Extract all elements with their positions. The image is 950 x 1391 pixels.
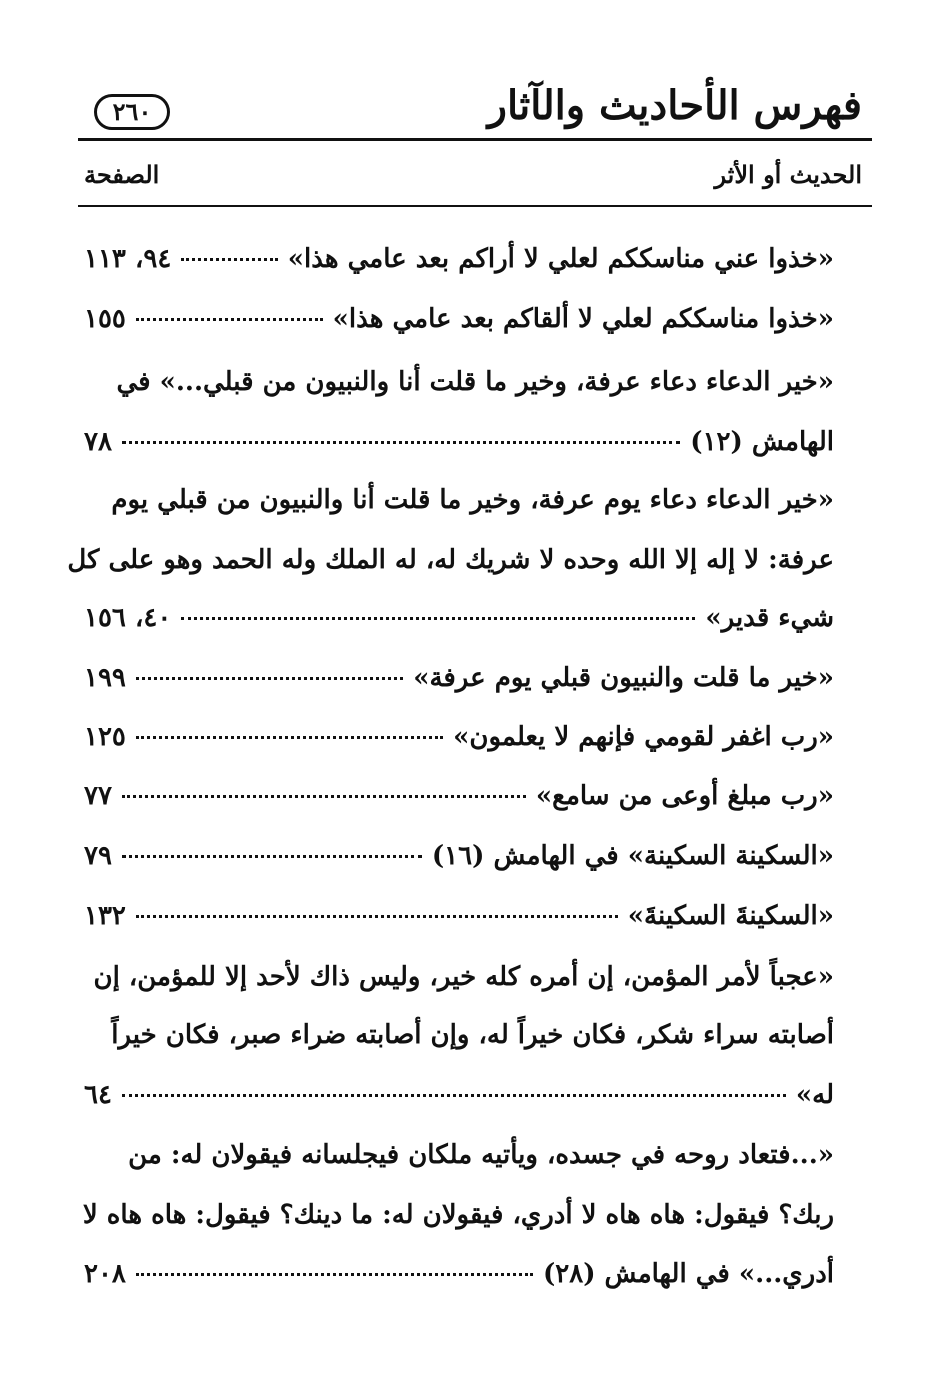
entry-pages: ٧٩ [84,841,112,871]
entry-text: «خير ما قلت والنبيون قبلي يوم عرفة» [413,663,834,693]
entry-text: «السكينة السكينة» في الهامش (١٦) [431,841,834,871]
entry-pages: ١٣٢ [84,901,126,931]
entry-text-line: «خير الدعاء دعاء عرفة، وخير ما قلت أنا والنبيون من قبلي...» في [116,367,834,397]
index-entry [84,894,834,938]
leader-dots [136,677,403,680]
column-headers [78,160,872,194]
entry-pages: ١٢٥ [84,722,126,752]
entry-pages: ٦٤ [84,1080,112,1110]
leader-dots [122,795,526,798]
page-number-badge: ٢٦٠ [94,94,170,130]
entry-text: الهامش (١٢) [690,427,834,457]
running-header [78,78,872,138]
leader-dots [136,915,618,918]
column-header-hadith: الحديث أو الأثر [714,160,862,189]
entry-pages: ١٩٩ [84,663,126,693]
entry-text: له» [795,1080,834,1110]
index-entry [84,420,834,464]
entry-pages: ٧٧ [84,781,112,811]
index-entry [84,1073,834,1117]
leader-dots [136,736,443,739]
index-entry [84,596,834,640]
index-entry [84,715,834,759]
leader-dots [181,617,695,620]
index-entry [84,297,834,341]
entry-text: «خذوا مناسككم لعلي لا ألقاكم بعد عامي هذا» [332,304,834,334]
header-divider [78,138,872,141]
entry-text-line: ربك؟ فيقول: هاه هاه لا أدري، فيقولان له: ما دينك؟ فيقول: هاه هاه لا [82,1200,834,1230]
entry-text-line: أصابته سراء شكر، فكان خيراً له، وإن أصابته ضراء صبر، فكان خيراً [111,1020,834,1050]
entry-pages: ٧٨ [84,427,112,457]
leader-dots [136,1273,533,1276]
entry-text-line: «عجباً لأمر المؤمن، إن أمره كله خير، وليس ذاك لأحد إلا للمؤمن، إن [93,962,834,992]
entry-text-line: «خير الدعاء دعاء يوم عرفة، وخير ما قلت أنا والنبيون من قبلي يوم [111,485,834,515]
entry-text: «رب اغفر لقومي فإنهم لا يعلمون» [453,722,834,752]
entry-text: أدري...» في الهامش (٢٨) [542,1259,834,1289]
entry-pages: ١٥٥ [84,304,126,334]
index-entry [84,774,834,818]
index-entry [84,656,834,700]
entry-text: «السكينةَ السكينةَ» [627,901,834,931]
index-entry [84,237,834,281]
entry-text-line: «...فتعاد روحه في جسده، ويأتيه ملكان فيجلسانه فيقولان له: من [128,1140,834,1170]
entry-text-line: عرفة: لا إله إلا الله وحده لا شريك له، له الملك وله الحمد وهو على كل [67,545,834,575]
entry-pages: ٩٤، ١١٣ [84,244,172,274]
index-entry [84,1252,834,1296]
leader-dots [136,318,323,321]
leader-dots [181,258,277,261]
entry-pages: ٢٠٨ [84,1259,126,1289]
entry-text: شيء قدير» [705,603,834,633]
column-header-page: الصفحة [84,160,160,189]
index-entry [84,834,834,878]
entry-pages: ٤٠، ١٥٦ [84,603,172,633]
entry-text: «خذوا عني مناسككم لعلي لا أراكم بعد عامي هذا» [287,244,834,274]
leader-dots [122,1094,786,1097]
entry-text: «رب مبلغ أوعى من سامع» [535,781,834,811]
column-header-divider [78,205,872,207]
leader-dots [122,855,422,858]
leader-dots [122,441,680,444]
header-title: فهرس الأحاديث والآثار [487,82,862,129]
